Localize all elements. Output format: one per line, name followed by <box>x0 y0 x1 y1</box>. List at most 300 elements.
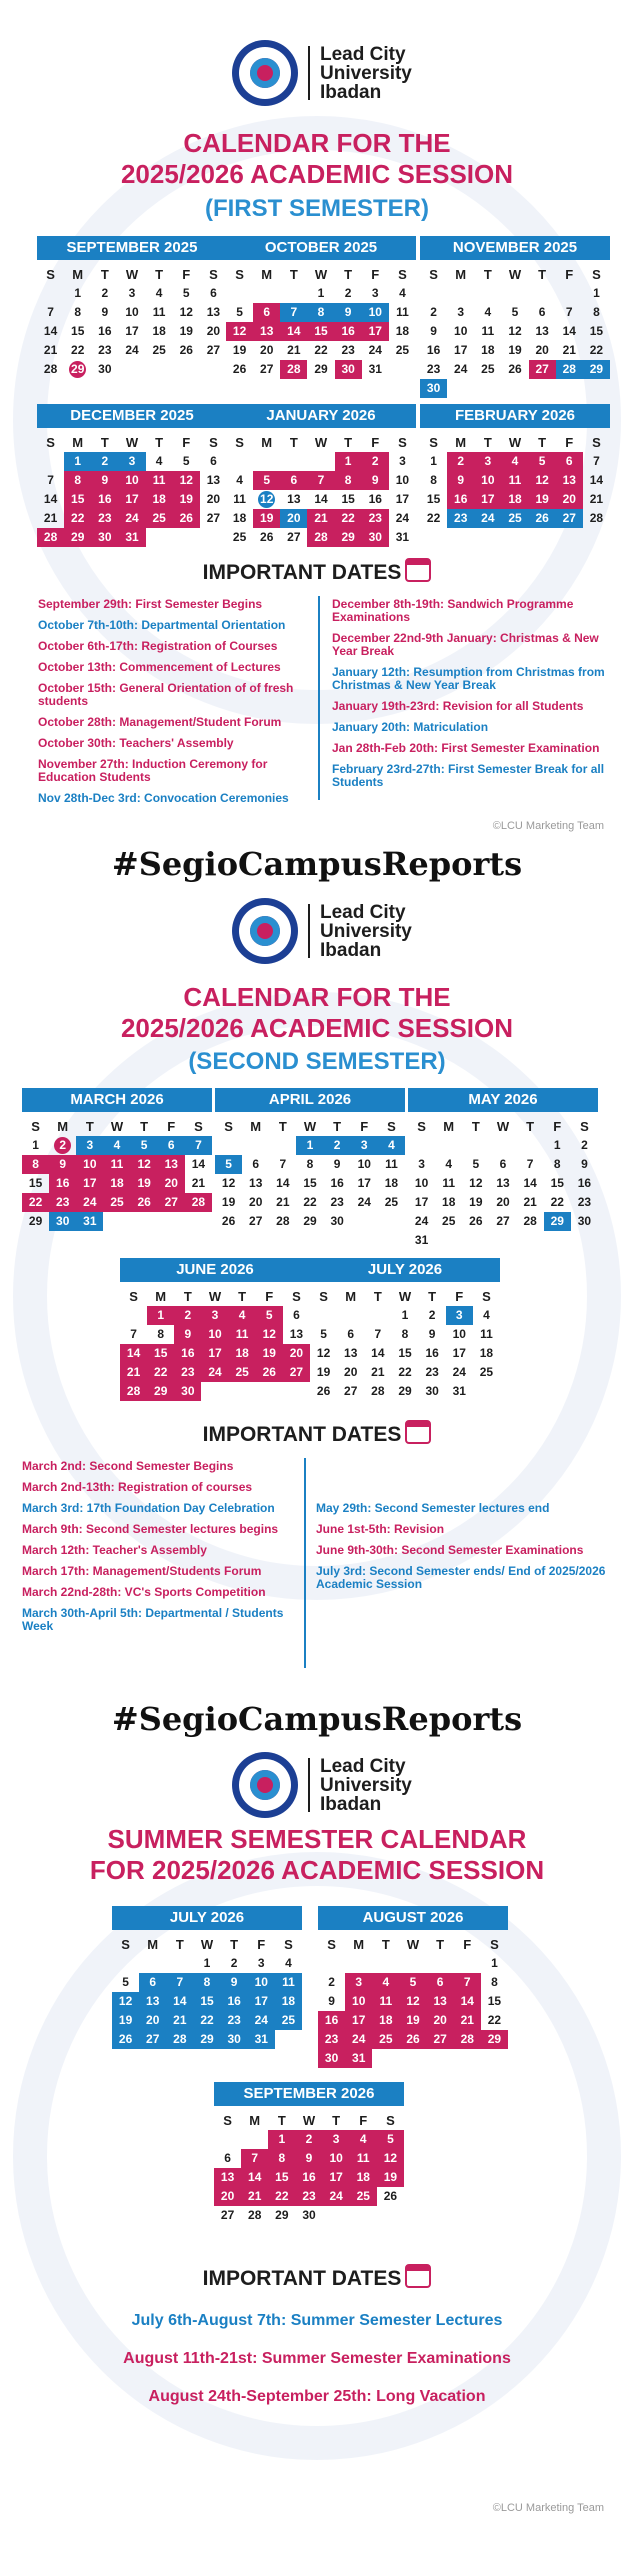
weekday-label: M <box>249 2113 261 2128</box>
day-cell: 19 <box>469 1195 483 1209</box>
day-cell: 29 <box>193 2030 220 2049</box>
event-item: September 29th: First Semester Begins <box>38 597 263 611</box>
empty-cell <box>269 1136 296 1155</box>
day-cell: 10 <box>362 303 389 322</box>
day-cell: 27 <box>206 511 221 525</box>
day-cell: 25 <box>501 509 528 528</box>
day-cell: 8 <box>593 305 600 319</box>
month-january-2026 <box>226 404 416 547</box>
day-cell: 20 <box>206 492 221 506</box>
weekday-label: F <box>182 435 191 450</box>
day-cell: 25 <box>372 2030 399 2049</box>
month-august-2026 <box>318 1906 508 2068</box>
empty-cell <box>226 452 253 471</box>
weekday-label: T <box>175 1937 184 1952</box>
day-grid <box>214 2130 404 2225</box>
first-important-label: IMPORTANT DATES <box>202 561 402 584</box>
day-cell: 8 <box>74 305 82 319</box>
day-cell: 1 <box>74 286 82 300</box>
event-item: March 30th-April 5th: Departmental / Students Week <box>22 1606 284 1633</box>
empty-cell <box>501 284 528 303</box>
day-cell: 24 <box>454 362 468 376</box>
month-february-2026 <box>420 404 610 528</box>
day-cell: 8 <box>307 303 334 322</box>
day-cell: 9 <box>581 1157 588 1171</box>
event-item: October 28th: Management/Student Forum <box>38 715 282 729</box>
day-cell: 20 <box>260 343 274 357</box>
day-grid <box>318 1954 508 2068</box>
day-cell: 1 <box>335 452 362 471</box>
day-cell: 28 <box>276 1214 290 1228</box>
empty-cell <box>310 1306 337 1325</box>
day-cell: 17 <box>345 2011 372 2030</box>
day-cell: 13 <box>344 1346 358 1360</box>
day-cell: 21 <box>454 2011 481 2030</box>
empty-cell <box>489 1136 516 1155</box>
day-cell: 2 <box>91 452 118 471</box>
day-cell: 2 <box>581 1138 588 1152</box>
event-item: January 20th: Matriculation <box>332 720 489 734</box>
events-divider <box>304 1458 306 1668</box>
day-cell: 27 <box>496 1214 510 1228</box>
day-cell: 16 <box>98 324 112 338</box>
day-cell: 12 <box>173 471 200 490</box>
day-cell: 23 <box>318 2030 345 2049</box>
day-cell: 14 <box>589 473 604 487</box>
day-cell: 14 <box>562 324 576 338</box>
day-cell: 14 <box>43 324 58 338</box>
day-cell: 6 <box>252 1157 260 1171</box>
day-cell: 9 <box>362 471 389 490</box>
day-cell: 26 <box>179 343 193 357</box>
day-cell: 5 <box>236 305 243 319</box>
day-cell: 2 <box>174 1306 201 1325</box>
day-cell: 13 <box>206 473 221 487</box>
day-cell: 31 <box>118 528 145 547</box>
day-cell: 20 <box>249 1195 263 1209</box>
day-cell: 15 <box>303 1176 317 1190</box>
day-cell: 15 <box>398 1346 412 1360</box>
day-cell: 25 <box>152 343 166 357</box>
weekday-label: F <box>565 435 574 450</box>
day-cell: 1 <box>203 1956 211 1970</box>
weekday-label: S <box>292 1289 301 1304</box>
day-cell: 17 <box>323 2168 350 2187</box>
day-grid <box>215 1136 405 1231</box>
day-cell: 22 <box>268 2187 295 2206</box>
day-grid <box>112 1954 302 2049</box>
day-cell: 25 <box>479 1365 494 1379</box>
day-cell: 1 <box>268 2130 295 2149</box>
day-cell: 6 <box>210 454 217 468</box>
day-cell: 29 <box>147 1382 174 1401</box>
weekday-label: S <box>284 1937 293 1952</box>
day-cell: 30 <box>174 1382 201 1401</box>
weekday-label: M <box>345 1289 357 1304</box>
day-cell: 22 <box>64 509 91 528</box>
day-grid <box>22 1136 212 1231</box>
day-cell: 19 <box>529 490 556 509</box>
first-important-heading <box>0 558 634 585</box>
day-cell: 11 <box>229 1325 256 1344</box>
empty-cell <box>307 452 334 471</box>
weekday-row <box>420 266 610 284</box>
day-cell: 27 <box>249 1214 263 1228</box>
logo-line-2: University <box>320 920 412 942</box>
day-cell: 9 <box>295 2149 322 2168</box>
day-cell: 20 <box>280 509 307 528</box>
day-cell: 11 <box>152 305 166 319</box>
day-cell: 13 <box>427 1992 454 2011</box>
event-item: July 3rd: Second Semester ends/ End of 2025/2026 Academic Session <box>316 1564 606 1591</box>
second-semester-panel <box>0 898 634 1694</box>
day-cell: 1 <box>593 286 600 300</box>
day-cell: 11 <box>501 471 528 490</box>
weekday-row <box>420 434 610 452</box>
day-cell: 9 <box>335 303 362 322</box>
day-cell: 5 <box>256 1306 283 1325</box>
day-cell: 3 <box>418 1157 425 1171</box>
day-cell: 4 <box>285 1956 292 1970</box>
day-cell: 13 <box>214 2168 241 2187</box>
day-cell: 7 <box>565 305 573 319</box>
empty-cell <box>253 284 280 303</box>
weekday-label: W <box>302 2113 316 2128</box>
weekday-label: T <box>471 1119 480 1134</box>
day-cell: 15 <box>28 1176 43 1190</box>
day-cell: 6 <box>158 1136 185 1155</box>
day-cell: 24 <box>248 2011 275 2030</box>
day-cell: 20 <box>214 2187 241 2206</box>
day-cell: 3 <box>457 305 465 319</box>
second-title-line-1: CALENDAR FOR THE <box>183 982 451 1012</box>
day-cell: 23 <box>362 509 389 528</box>
day-cell: 19 <box>221 1195 236 1209</box>
event-item: January 19th-23rd: Revision for all Students <box>332 699 584 713</box>
day-grid <box>310 1306 500 1401</box>
first-title-line-1: CALENDAR FOR THE <box>183 128 451 158</box>
day-cell: 18 <box>442 1195 456 1209</box>
weekday-label: M <box>57 1119 69 1134</box>
day-cell: 20 <box>496 1195 510 1209</box>
day-cell: 27 <box>158 1193 185 1212</box>
second-events-right <box>316 1502 606 1599</box>
day-cell: 10 <box>345 1992 372 2011</box>
weekday-label: S <box>592 435 601 450</box>
day-cell: 18 <box>384 1176 399 1190</box>
day-cell: 3 <box>474 452 501 471</box>
day-cell: 12 <box>112 1992 139 2011</box>
day-cell: 13 <box>289 1327 304 1341</box>
event-item: Nov 28th-Dec 3rd: Convocation Ceremonies <box>38 791 289 805</box>
day-cell: 18 <box>479 1346 494 1360</box>
day-cell: 7 <box>279 1157 287 1171</box>
day-cell: 6 <box>253 303 280 322</box>
weekday-label: T <box>436 1937 445 1952</box>
logo-text <box>320 45 412 102</box>
logo-text <box>320 1757 412 1814</box>
first-semester-panel <box>0 0 634 840</box>
day-cell: 2 <box>324 1136 351 1155</box>
empty-cell <box>214 2130 241 2149</box>
weekday-label: F <box>182 267 191 282</box>
weekday-label: S <box>482 1289 491 1304</box>
day-cell: 13 <box>556 471 583 490</box>
day-cell: 20 <box>139 2011 166 2030</box>
day-cell: 21 <box>191 1176 206 1190</box>
empty-cell <box>253 452 280 471</box>
weekday-row <box>120 1288 310 1306</box>
day-cell: 30 <box>98 362 112 376</box>
day-cell: 10 <box>201 1325 228 1344</box>
day-cell: 14 <box>120 1344 147 1363</box>
day-cell: 14 <box>314 492 328 506</box>
day-cell: 5 <box>399 1973 426 1992</box>
day-cell: 5 <box>253 471 280 490</box>
day-cell: 7 <box>307 471 334 490</box>
weekday-label: S <box>386 2113 395 2128</box>
day-cell: 2 <box>344 286 352 300</box>
day-cell: 9 <box>430 324 437 338</box>
day-cell: 26 <box>529 509 556 528</box>
day-cell: 16 <box>368 492 382 506</box>
day-cell: 26 <box>221 1214 236 1228</box>
weekday-label: W <box>208 1289 222 1304</box>
weekday-label: M <box>155 1289 167 1304</box>
weekday-label: M <box>147 1937 159 1952</box>
day-cell: 28 <box>43 362 58 376</box>
day-cell: 27 <box>287 530 301 544</box>
day-cell: 14 <box>241 2168 268 2187</box>
empty-cell <box>435 1136 462 1155</box>
weekday-label: W <box>508 267 522 282</box>
day-cell: 29 <box>583 360 610 379</box>
day-cell: 17 <box>357 1176 371 1190</box>
day-cell: 30 <box>318 2049 345 2068</box>
empty-cell <box>166 1954 193 1973</box>
day-cell: 31 <box>345 2049 372 2068</box>
day-cell: 17 <box>118 490 145 509</box>
day-cell: 22 <box>314 343 328 357</box>
day-cell: 4 <box>155 286 163 300</box>
day-cell: 4 <box>484 305 492 319</box>
day-cell: 21 <box>371 1365 385 1379</box>
weekday-label: T <box>428 1289 437 1304</box>
university-logo <box>232 1752 412 1818</box>
day-cell: 12 <box>399 1992 426 2011</box>
day-cell: 3 <box>128 286 136 300</box>
day-cell: 8 <box>268 2149 295 2168</box>
events-divider <box>318 596 320 800</box>
day-cell: 26 <box>173 509 200 528</box>
day-cell: 7 <box>47 305 54 319</box>
empty-cell <box>280 452 307 471</box>
empty-cell <box>372 1954 399 1973</box>
day-cell: 19 <box>377 2168 404 2187</box>
weekday-label: T <box>289 435 298 450</box>
weekday-label: T <box>238 1289 247 1304</box>
day-cell: 22 <box>22 1193 49 1212</box>
day-cell: 22 <box>71 343 85 357</box>
day-cell: 8 <box>430 473 437 487</box>
weekday-label: F <box>463 1937 472 1952</box>
day-cell: 30 <box>420 379 447 398</box>
day-cell: 20 <box>427 2011 454 2030</box>
day-cell: 8 <box>193 1973 220 1992</box>
day-cell: 7 <box>454 1973 481 1992</box>
day-cell: 16 <box>174 1344 201 1363</box>
weekday-label: W <box>496 1119 510 1134</box>
event-item: May 29th: Second Semester lectures end <box>316 1501 550 1515</box>
day-cell: 26 <box>469 1214 483 1228</box>
logo-line-1: Lead City <box>320 43 406 65</box>
weekday-label: S <box>580 1119 589 1134</box>
weekday-label: T <box>183 1289 192 1304</box>
empty-cell <box>556 284 583 303</box>
day-cell: 20 <box>206 324 221 338</box>
hashtag-2: #SegioCampusReports <box>111 1700 523 1738</box>
day-cell: 7 <box>280 303 307 322</box>
day-cell: 10 <box>323 2149 350 2168</box>
day-cell: 25 <box>229 1363 256 1382</box>
day-cell: 23 <box>49 1193 76 1212</box>
weekday-label: T <box>100 435 109 450</box>
weekday-label: T <box>85 1119 94 1134</box>
day-cell: 4 <box>483 1308 490 1322</box>
weekday-label: M <box>250 1119 262 1134</box>
weekday-label: S <box>46 435 55 450</box>
day-cell: 24 <box>76 1193 103 1212</box>
weekday-label: S <box>417 1119 426 1134</box>
day-cell: 6 <box>347 1327 355 1341</box>
weekday-label: S <box>46 267 55 282</box>
empty-cell <box>318 1954 345 1973</box>
day-cell: 31 <box>414 1233 429 1247</box>
weekday-label: W <box>406 1937 420 1952</box>
weekday-row <box>318 1936 508 1954</box>
day-cell: 1 <box>32 1138 39 1152</box>
calendar-icon <box>405 1420 431 1444</box>
day-cell: 25 <box>103 1193 130 1212</box>
day-cell: 15 <box>550 1176 564 1190</box>
empty-cell <box>529 284 556 303</box>
weekday-label: T <box>373 1289 382 1304</box>
empty-cell <box>337 1306 364 1325</box>
day-cell: 4 <box>445 1157 453 1171</box>
day-cell: 6 <box>499 1157 507 1171</box>
day-cell: 28 <box>589 511 604 525</box>
day-cell: 16 <box>221 1992 248 2011</box>
day-cell: 20 <box>344 1365 358 1379</box>
day-cell: 3 <box>323 2130 350 2149</box>
weekday-label: S <box>398 435 407 450</box>
day-cell: 12 <box>131 1155 158 1174</box>
day-cell: 10 <box>118 471 145 490</box>
day-cell: 23 <box>447 509 474 528</box>
day-cell: 23 <box>221 2011 248 2030</box>
day-cell: 18 <box>229 1344 256 1363</box>
weekday-row <box>37 434 227 452</box>
day-cell: 26 <box>383 2189 398 2203</box>
day-cell: 24 <box>357 1195 371 1209</box>
day-cell: 14 <box>43 492 58 506</box>
month-july-2026 <box>310 1258 500 1401</box>
second-title <box>0 982 634 1044</box>
day-cell: 26 <box>508 362 522 376</box>
day-cell: 8 <box>401 1327 409 1341</box>
day-cell: 24 <box>414 1214 429 1228</box>
day-cell: 24 <box>395 511 410 525</box>
weekday-label: T <box>526 1119 535 1134</box>
day-cell: 27 <box>206 343 221 357</box>
day-cell: 9 <box>174 1325 201 1344</box>
weekday-label: M <box>72 267 84 282</box>
weekday-label: T <box>230 1937 239 1952</box>
weekday-row <box>215 1118 405 1136</box>
day-cell: 10 <box>395 473 410 487</box>
day-cell: 21 <box>562 343 576 357</box>
day-cell: 7 <box>130 1327 137 1341</box>
day-cell: 29 <box>481 2030 508 2049</box>
day-cell: 1 <box>491 1956 498 1970</box>
summer-title-line-2: FOR 2025/2026 ACADEMIC SESSION <box>89 1855 545 1885</box>
weekday-label: T <box>332 2113 341 2128</box>
day-cell: 17 <box>474 490 501 509</box>
day-cell: 7 <box>241 2149 268 2168</box>
day-cell: 29 <box>28 1214 43 1228</box>
day-cell: 1 <box>296 1136 323 1155</box>
university-logo <box>232 40 412 106</box>
first-title-line-2: 2025/2026 ACADEMIC SESSION <box>120 159 514 189</box>
day-cell: 8 <box>553 1157 561 1171</box>
weekday-label: T <box>100 267 109 282</box>
day-cell: 30 <box>302 2208 316 2222</box>
empty-cell <box>37 452 64 471</box>
day-cell: 7 <box>185 1136 212 1155</box>
day-cell: 4 <box>103 1136 130 1155</box>
day-cell: 19 <box>173 490 200 509</box>
day-cell: 14 <box>191 1157 206 1171</box>
day-cell: 17 <box>76 1174 103 1193</box>
day-cell: 9 <box>101 305 109 319</box>
logo-divider <box>308 46 310 100</box>
day-cell: 25 <box>275 2011 302 2030</box>
day-cell: 21 <box>120 1363 147 1382</box>
day-cell: 11 <box>103 1155 130 1174</box>
day-cell: 30 <box>49 1212 76 1231</box>
day-cell: 18 <box>275 1992 302 2011</box>
day-cell: 27 <box>220 2208 235 2222</box>
day-cell: 21 <box>166 2011 193 2030</box>
month-header: NOVEMBER 2025 <box>420 236 610 260</box>
event-item: October 6th-17th: Registration of Courses <box>38 639 278 653</box>
day-cell: 21 <box>276 1195 290 1209</box>
month-december-2025 <box>37 404 227 547</box>
day-cell: 27 <box>344 1384 358 1398</box>
weekday-label: S <box>327 1937 336 1952</box>
day-cell: 18 <box>395 324 410 338</box>
weekday-label: T <box>483 435 492 450</box>
event-item: October 7th-10th: Departmental Orientation <box>38 618 286 632</box>
day-cell: 28 <box>37 528 64 547</box>
day-cell: 21 <box>43 343 58 357</box>
month-june-2026 <box>120 1258 310 1401</box>
day-cell: 16 <box>426 343 441 357</box>
day-cell: 17 <box>125 324 139 338</box>
day-cell: 19 <box>179 324 193 338</box>
day-cell: 22 <box>303 1195 317 1209</box>
day-cell: 23 <box>91 509 118 528</box>
